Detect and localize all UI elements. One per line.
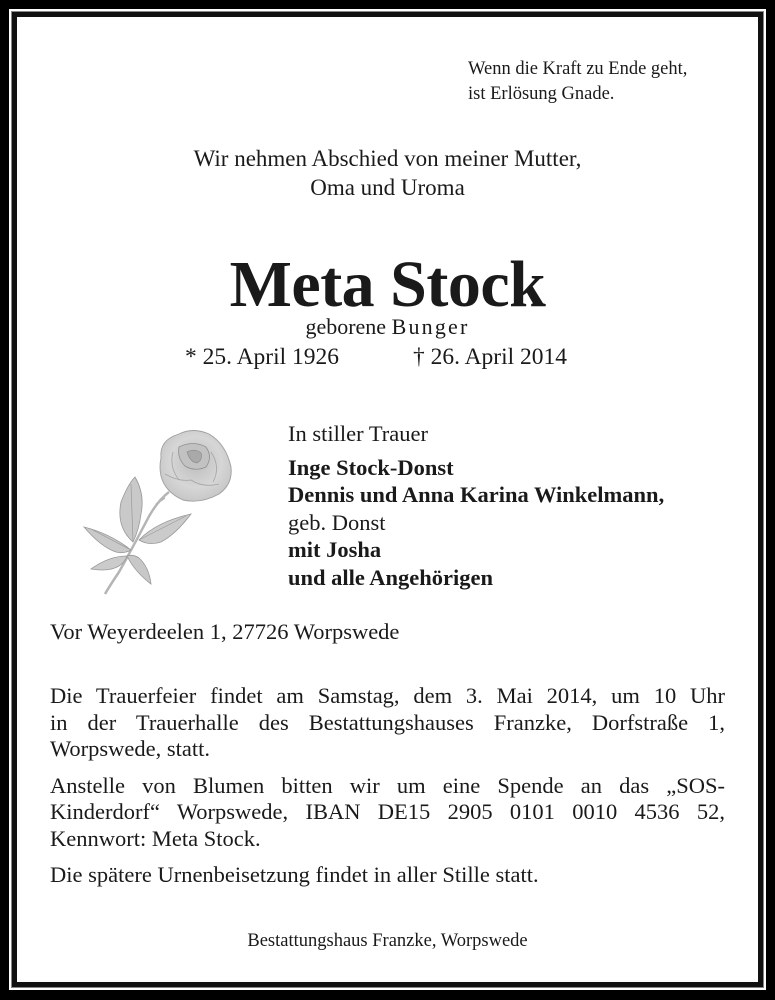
funeral-details: [50, 683, 725, 899]
maiden-prefix: geborene: [305, 314, 387, 339]
maiden-name: Bunger: [391, 314, 470, 339]
farewell-text: [17, 144, 758, 202]
funeral-service-paragraph: [50, 683, 725, 763]
mourners-list: [288, 420, 664, 591]
mourner-name: Inge Stock-Donst: [288, 454, 454, 480]
mourner-name: mit Josha: [288, 537, 382, 562]
rose-icon: [61, 422, 236, 597]
mourner-name: Dennis und Anna Karina Winkelmann,: [288, 482, 665, 507]
paragraph-line: Anstelle von Blumen bitten wir um eine Spende an das „SOS-: [50, 772, 725, 798]
birth-date: * 25. April 1926: [185, 344, 340, 370]
mourner-name: und alle Angehörigen: [288, 564, 494, 590]
motto-line: ist Erlösung Gnade.: [468, 84, 615, 104]
mourner-note: geb. Donst: [288, 509, 386, 535]
mourners-intro: In stiller Trauer: [288, 421, 428, 446]
paragraph-line: Die Trauerfeier findet am Samstag, dem 3. Mai 2014, um 10 Uhr: [50, 683, 725, 708]
paragraph-line: Kinderdorf“ Worpswede, IBAN DE15 2905 0101 0010 4536 52,: [50, 799, 725, 824]
death-date: † 26. April 2014: [413, 344, 568, 370]
burial-paragraph: [50, 862, 725, 889]
deceased-name: Meta Stock: [229, 248, 546, 321]
motto-line: Wenn die Kraft zu Ende geht,: [468, 59, 688, 79]
farewell-line: Oma und Uroma: [310, 175, 465, 200]
mourner-address: Vor Weyerdeelen 1, 27726 Worpswede: [50, 619, 400, 644]
farewell-line: Wir nehmen Abschied von meiner Mutter,: [193, 146, 582, 171]
donation-paragraph: [50, 773, 725, 853]
paragraph-line: Kennwort: Meta Stock.: [50, 825, 261, 851]
obituary-notice: [17, 17, 758, 982]
paragraph-line: in der Trauerhalle des Bestattungshauses Franzke, Dorfstraße 1,: [50, 709, 725, 735]
paragraph-line: Die spätere Urnenbeisetzung findet in aller Stille statt.: [50, 862, 539, 887]
motto-quote: [468, 57, 687, 107]
maiden-name-line: [17, 313, 758, 341]
funeral-home-credit: Bestattungshaus Franzke, Worpswede: [247, 931, 528, 951]
paragraph-line: Worpswede, statt.: [50, 736, 211, 761]
